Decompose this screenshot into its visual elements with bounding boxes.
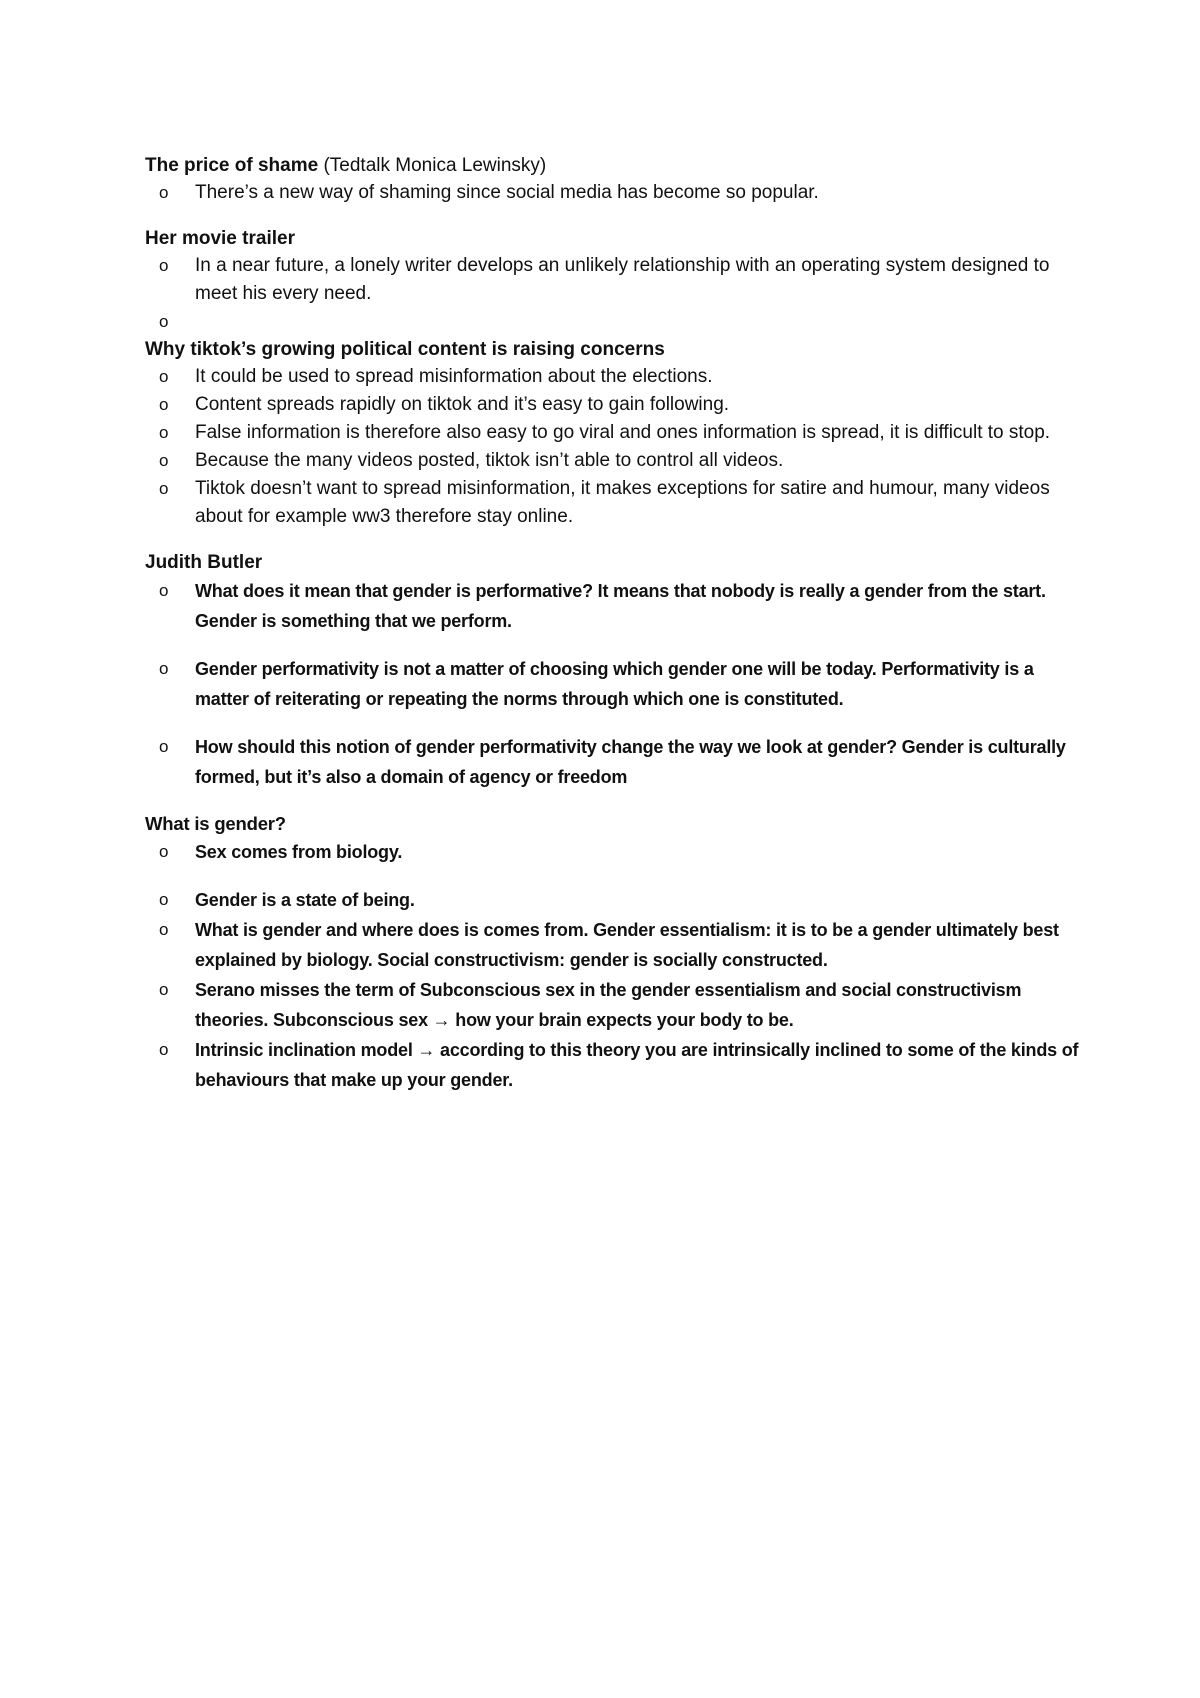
list-item	[145, 837, 1080, 867]
bullet-marker: o	[159, 1040, 169, 1059]
bullet-marker: o	[159, 737, 169, 756]
list-item-text: Serano misses the term of Subconscious sex in the gender essentialism and social constructivism theories. Subconscious sex → how your brain expects your body to be.	[195, 980, 1022, 1030]
list-item	[145, 654, 1080, 714]
list-item-text: What is gender and where does is comes from. Gender essentialism: it is to be a gender ultimately best explained by biology. Social constructivism: gender is socially constructed.	[195, 920, 1059, 970]
list-item	[145, 975, 1080, 1035]
bullet-list	[145, 252, 1080, 336]
heading-bold: The price of shame	[145, 155, 319, 176]
list-item-text: It could be used to spread misinformation about the elections.	[195, 366, 713, 387]
heading-bold: What is gender?	[145, 813, 286, 834]
bullet-marker: o	[159, 183, 169, 202]
list-item-text: Because the many videos posted, tiktok isn’t able to control all videos.	[195, 450, 784, 471]
bullet-marker: o	[159, 451, 169, 470]
bullet-list	[145, 837, 1080, 1095]
list-item-text: Content spreads rapidly on tiktok and it’s easy to gain following.	[195, 394, 730, 415]
list-item	[145, 1035, 1080, 1095]
heading-rest: (Tedtalk Monica Lewinsky)	[318, 155, 547, 176]
section-heading	[145, 225, 1080, 252]
heading-bold: Judith Butler	[145, 552, 263, 573]
bullet-marker: o	[159, 312, 169, 331]
bullet-marker: o	[159, 890, 169, 909]
list-item	[145, 363, 1080, 391]
section-heading	[145, 336, 1080, 363]
list-item-text: False information is therefore also easy to go viral and ones information is spread, it is difficult to stop.	[195, 422, 1051, 443]
section-tiktok-political-content	[145, 336, 1080, 531]
bullet-marker: o	[159, 659, 169, 678]
bullet-marker: o	[159, 920, 169, 939]
bullet-marker: o	[159, 423, 169, 442]
section-heading	[145, 152, 1080, 179]
section-price-of-shame	[145, 152, 1080, 207]
document-content	[145, 152, 1080, 1095]
section-heading	[145, 549, 1080, 576]
section-judith-butler	[145, 549, 1080, 792]
bullet-marker: o	[159, 842, 169, 861]
bullet-marker: o	[159, 980, 169, 999]
list-item	[145, 252, 1080, 308]
list-item-text: Tiktok doesn’t want to spread misinformation, it makes exceptions for satire and humour, many videos about for example ww3 therefore stay online.	[195, 478, 1050, 527]
list-item-text: Sex comes from biology.	[195, 842, 403, 862]
list-item-text: What does it mean that gender is performative? It means that nobody is really a gender from the start. Gender is something that we perform.	[195, 581, 1046, 631]
list-item	[145, 915, 1080, 975]
list-item-text: There’s a new way of shaming since social media has become so popular.	[195, 182, 819, 203]
list-item	[145, 732, 1080, 792]
list-item	[145, 447, 1080, 475]
list-item	[145, 179, 1080, 207]
list-item-empty	[145, 308, 1080, 336]
heading-bold: Why tiktok’s growing political content is raising concerns	[145, 339, 665, 360]
list-item-text: In a near future, a lonely writer develops an unlikely relationship with an operating system designed to meet his every need.	[195, 255, 1050, 304]
heading-bold: Her movie trailer	[145, 228, 295, 249]
list-item-text: Gender is a state of being.	[195, 890, 415, 910]
bullet-list	[145, 363, 1080, 531]
list-item-text: How should this notion of gender performativity change the way we look at gender? Gender is culturally formed, but it’s also a domain of agency or freedom	[195, 737, 1066, 787]
list-item	[145, 576, 1080, 636]
section-her-movie-trailer	[145, 225, 1080, 336]
list-item	[145, 391, 1080, 419]
bullet-marker: o	[159, 395, 169, 414]
section-what-is-gender	[145, 810, 1080, 1095]
bullet-marker: o	[159, 479, 169, 498]
bullet-list	[145, 576, 1080, 792]
list-item	[145, 885, 1080, 915]
bullet-marker: o	[159, 256, 169, 275]
bullet-list	[145, 179, 1080, 207]
bullet-marker: o	[159, 367, 169, 386]
list-item	[145, 419, 1080, 447]
section-heading	[145, 810, 1080, 837]
bullet-marker: o	[159, 581, 169, 600]
list-item	[145, 475, 1080, 531]
list-item-text: Intrinsic inclination model → according to this theory you are intrinsically inclined to some of the kinds of behaviours that make up your gender.	[195, 1040, 1079, 1090]
list-item-text: Gender performativity is not a matter of choosing which gender one will be today. Performativity is a matter of reiterating or repeating the norms through which one is constituted.	[195, 659, 1034, 709]
